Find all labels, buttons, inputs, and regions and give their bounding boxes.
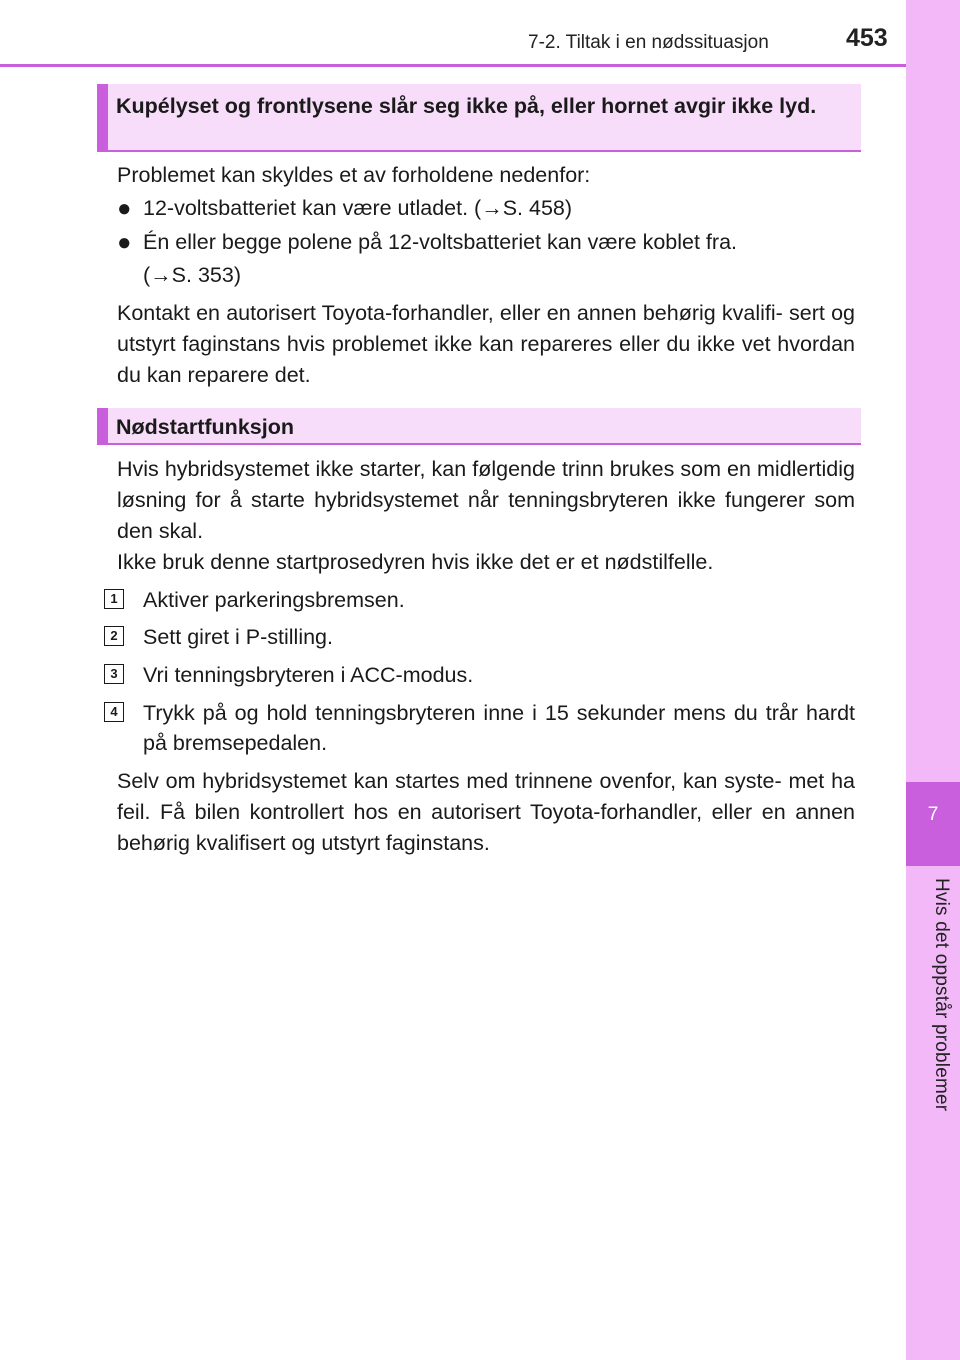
step-text: Vri tenningsbryteren i ACC-modus. bbox=[143, 663, 474, 687]
emergency-intro bbox=[117, 454, 855, 578]
emergency-intro-paragraph: Hvis hybridsystemet ikke starter, kan følgende trinn brukes som en midlertidig løsning for å starte hybridsystemet når tenningsbryteren ikke fungerer som den skal. bbox=[117, 457, 855, 543]
bullet-icon: ● bbox=[117, 195, 132, 222]
emergency-warning: Ikke bruk denne startprosedyren hvis ikke det er et nødstilfelle. bbox=[117, 550, 714, 574]
intro-text bbox=[117, 160, 855, 191]
bullet-text: 12-voltsbatteriet kan være utladet. (→S. 458) bbox=[143, 196, 573, 220]
step-number-badge: 3 bbox=[104, 664, 124, 684]
step-text: Trykk på og hold tenningsbryteren inne i 15 sekunder mens du trår hardt på bremsepedalen. bbox=[143, 701, 855, 755]
section-label: 7-2. Tiltak i en nødssituasjon bbox=[528, 32, 769, 53]
page-header bbox=[0, 0, 906, 66]
page-number: 453 bbox=[846, 24, 888, 52]
chapter-side-tab bbox=[906, 0, 960, 1360]
bullet-icon: ● bbox=[117, 229, 132, 256]
step-number-badge: 1 bbox=[104, 589, 124, 609]
intro-paragraph: Problemet kan skyldes et av forholdene nedenfor: bbox=[117, 163, 591, 187]
dealer-note bbox=[117, 298, 855, 391]
chapter-number: 7 bbox=[927, 804, 939, 825]
bullet-text-continued: (→S. 353) bbox=[143, 263, 241, 287]
header-divider bbox=[0, 64, 906, 67]
dealer-note-paragraph: Kontakt en autorisert Toyota-forhandler, eller en annen behørig kvalifi- sert og utstyrt faginstans hvis problemet ikke kan repareres eller du ikke vet hvordan du kan reparere det. bbox=[117, 301, 855, 387]
step-number-badge: 2 bbox=[104, 626, 124, 646]
closing-note bbox=[117, 766, 855, 859]
bullet-text: Én eller begge polene på 12-voltsbatteriet kan være koblet fra. bbox=[143, 230, 738, 254]
step-text: Aktiver parkeringsbremsen. bbox=[143, 588, 405, 612]
step-number-badge: 4 bbox=[104, 702, 124, 722]
chapter-title: Hvis det oppstår problemer bbox=[931, 878, 952, 1112]
section-heading-lights: Kupélyset og frontlysene slår seg ikke på, eller hornet avgir ikke lyd. bbox=[97, 84, 861, 152]
step-text: Sett giret i P-stilling. bbox=[143, 625, 333, 649]
closing-paragraph: Selv om hybridsystemet kan startes med trinnene ovenfor, kan syste- met ha feil. Få bilen kontrollert hos en autorisert Toyota-forhandler, eller en annen behørig kvalifisert og utstyrt faginstans. bbox=[117, 769, 855, 855]
section-heading-emergency-start: Nødstartfunksjon bbox=[97, 408, 861, 445]
